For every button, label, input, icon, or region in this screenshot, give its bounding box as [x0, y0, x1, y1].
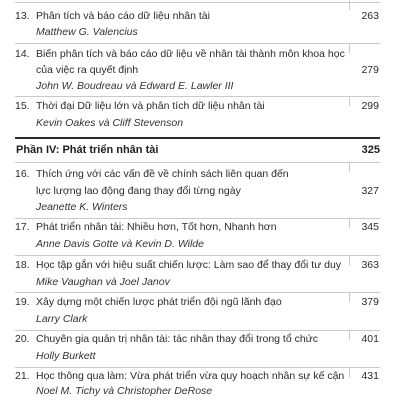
entry-author: Jeanette K. Winters [36, 201, 128, 213]
entry-divider [15, 367, 380, 368]
entry-title: Thích ứng với các vấn đề về chính sách liên quan đến [36, 168, 289, 180]
entry-divider [15, 43, 380, 44]
entry-divider [15, 330, 380, 331]
part-title: Phần IV: Phát triển nhân tài [16, 144, 159, 156]
entry-title-cont: của việc ra quyết định [36, 64, 139, 76]
entry-title: Xây dựng một chiến lược phát triển đội ngũ lãnh đạo [36, 296, 282, 308]
entry-author: Anne Davis Gotte và Kevin D. Wilde [36, 238, 204, 250]
entry-divider [15, 292, 380, 293]
entry-number: 16. [15, 168, 30, 180]
entry-author: Noel M. Tichy và Christopher DeRose [36, 385, 213, 397]
entry-title-cont: lực lượng lao động đang thay đổi từng ngày [36, 185, 241, 197]
entry-divider [15, 162, 380, 163]
entry-number: 21. [15, 370, 30, 382]
part-page: 325 [361, 144, 380, 156]
entry-divider [15, 255, 380, 256]
entry-number: 13. [15, 10, 30, 22]
entry-page: 299 [361, 100, 379, 112]
entry-title: Chuyên gia quản trị nhân tài: tác nhân thay đổi trong tổ chức [36, 333, 318, 345]
page-tick [349, 43, 350, 53]
entry-page: 327 [361, 185, 379, 197]
entry-author: Mike Vaughan và Joel Janov [36, 276, 170, 288]
entry-number: 20. [15, 333, 30, 345]
entry-divider [15, 96, 380, 97]
entry-page: 363 [361, 259, 379, 271]
entry-author: Larry Clark [36, 313, 88, 325]
entry-title: Phát triển nhân tài: Nhiều hơn, Tốt hơn, Nhanh hơn [36, 221, 277, 233]
part-divider [15, 137, 380, 139]
entry-author: John W. Boudreau và Edward E. Lawler III [36, 80, 234, 92]
entry-divider [15, 218, 380, 219]
entry-author: Kevin Oakes và Cliff Stevenson [36, 117, 184, 129]
entry-number: 17. [15, 221, 30, 233]
entry-divider [15, 2, 380, 3]
entry-page: 379 [361, 296, 379, 308]
entry-title: Học thông qua làm: Vừa phát triển vừa quy hoạch nhân sự kế cận [36, 370, 345, 382]
entry-title: Thời đại Dữ liệu lớn và phân tích dữ liệu nhân tài [36, 100, 265, 112]
entry-number: 19. [15, 296, 30, 308]
entry-page: 263 [361, 10, 379, 22]
entry-number: 15. [15, 100, 30, 112]
entry-page: 279 [361, 64, 379, 76]
entry-page: 345 [361, 221, 379, 233]
entry-number: 18. [15, 259, 30, 271]
entry-title: Biến phân tích và báo cáo dữ liệu về nhân tài thành môn khoa học [36, 48, 345, 60]
entry-author: Holly Burkett [36, 350, 96, 362]
page-tick [349, 162, 350, 172]
entry-title: Phân tích và báo cáo dữ liệu nhân tài [36, 10, 210, 22]
entry-number: 14. [15, 48, 30, 60]
entry-page: 431 [361, 370, 379, 382]
entry-page: 401 [361, 333, 379, 345]
entry-title: Học tập gắn với hiệu suất chiến lược: Làm sao để thay đổi tư duy [36, 259, 342, 271]
entry-author: Matthew G. Valencius [36, 26, 138, 38]
page-tick [349, 0, 350, 10]
